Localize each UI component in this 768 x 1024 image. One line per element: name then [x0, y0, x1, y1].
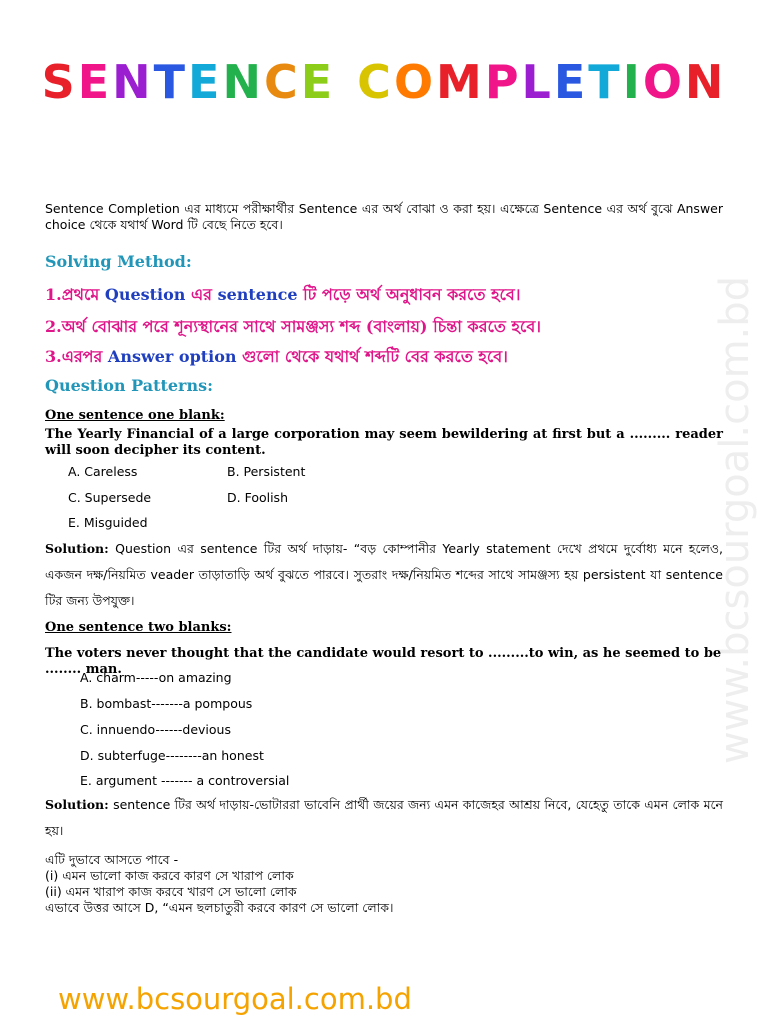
- title-letter: I: [622, 55, 643, 109]
- method-step-2: 2.অর্থ বোঝার পরে শূন্যস্থানের সাথে সামঞ্জস্য শব্দ (বাংলায়) চিন্তা করতে হবে।: [45, 317, 541, 336]
- title-letter: P: [484, 55, 522, 109]
- pattern2-question: The voters never thought that the candidate would resort to .........to win, as he seemed to be ........ man.: [45, 646, 722, 677]
- page-title: [0, 55, 768, 109]
- explanation-line: (i) এমন ভালো কাজ করবে কারণ সে খারাপ লোক: [45, 868, 294, 883]
- watermark: www.bcsourgoal.com.bd: [712, 275, 758, 765]
- title-letter: [335, 55, 357, 109]
- solving-method-heading: Solving Method:: [45, 252, 192, 271]
- pattern2-option-a: A. charm-----on amazing: [80, 670, 232, 685]
- title-letter: S: [41, 55, 78, 109]
- title-letter: E: [188, 55, 223, 109]
- pattern2-option-d: D. subterfuge--------an honest: [80, 748, 264, 763]
- explanation-line: এভাবে উত্তর আসে D, “এমন ছলচাতুরী করবে কারণ সে ভালো লোক।: [45, 900, 394, 915]
- title-letter: N: [222, 55, 264, 109]
- title-letter: L: [521, 55, 554, 109]
- explanation-block: [45, 852, 725, 916]
- pattern2-solution: Solution: sentence টির অর্থ দাড়ায়-ভোটাররা ভাবেনি প্রার্থী জয়ের জন্য এমন কাজেহর আশ্রয় নিবে, যেহেতু তাকে এমন লোক মনে হয়।: [45, 797, 723, 838]
- pattern2-option-c: C. innuendo------devious: [80, 722, 231, 737]
- explanation-line: এটি দুভাবে আসতে পাবে -: [45, 852, 179, 867]
- title-letter: C: [357, 55, 394, 109]
- title-letter: C: [263, 55, 301, 109]
- title-letter: T: [153, 55, 189, 109]
- title-letter: E: [553, 55, 589, 109]
- pattern1-option-a: A. Careless: [68, 464, 138, 479]
- footer-website-link[interactable]: www.bcsourgoal.com.bd: [58, 982, 412, 1016]
- title-letter: O: [393, 55, 437, 109]
- intro-paragraph: Sentence Completion এর মাধ্যমে পরীক্ষার্থীর Sentence এর অর্থ বোঝা ও করা হয়। এক্ষেত্রে Sentence এর অর্থ বুঝে Answer choice থেকে যথার্থ Word টি বেছে নিতে হবে।: [45, 201, 723, 232]
- pattern2-option-b: B. bombast-------a pompous: [80, 696, 253, 711]
- title-letter: T: [588, 55, 623, 109]
- pattern1-option-b: B. Persistent: [227, 464, 306, 479]
- question-patterns-heading: Question Patterns:: [45, 376, 214, 395]
- pattern2-subheading: One sentence two blanks:: [45, 620, 232, 635]
- method-step-3: 3.এরপর Answer option গুলো থেকে যথার্থ শব্দটি বের করতে হবে।: [45, 347, 508, 366]
- method-step-1: 1.প্রথমে Question এর sentence টি পড়ে অর্থ অনুধাবন করতে হবে।: [45, 285, 521, 304]
- title-letter: N: [684, 55, 727, 109]
- pattern1-option-d: D. Foolish: [227, 490, 288, 505]
- title-letter: O: [642, 55, 685, 109]
- pattern1-option-c: C. Supersede: [68, 490, 152, 505]
- pattern1-question: The Yearly Financial of a large corporation may seem bewildering at first but a ......... reader will soon decipher its content.: [45, 427, 723, 458]
- pattern1-solution: Solution: Question এর sentence টির অর্থ দাড়ায়- “বড় কোম্পানীর Yearly statement দেখে প্রথমে দুর্বোধ্য মনে হলেও, একজন দক্ষ/নিয়মিত veader তাড়াতাড়ি অর্থ বুঝতে পারবে। সুতরাং দক্ষ/নিয়মিত শব্দের সাথে সামঞ্জস্য হয় persistent যা sentence টির জন্য উপযুক্ত।: [45, 541, 723, 608]
- title-letter: E: [77, 55, 113, 109]
- title-letter: N: [112, 55, 154, 109]
- pattern2-option-e: E. argument ------- a controversial: [80, 773, 290, 788]
- pattern1-option-e: E. Misguided: [68, 515, 148, 530]
- explanation-line: (ii) এমন খারাপ কাজ করবে খারণ সে ভালো লোক: [45, 884, 297, 899]
- pattern1-subheading: One sentence one blank:: [45, 408, 225, 423]
- title-letter: M: [436, 55, 485, 109]
- title-letter: E: [300, 55, 336, 109]
